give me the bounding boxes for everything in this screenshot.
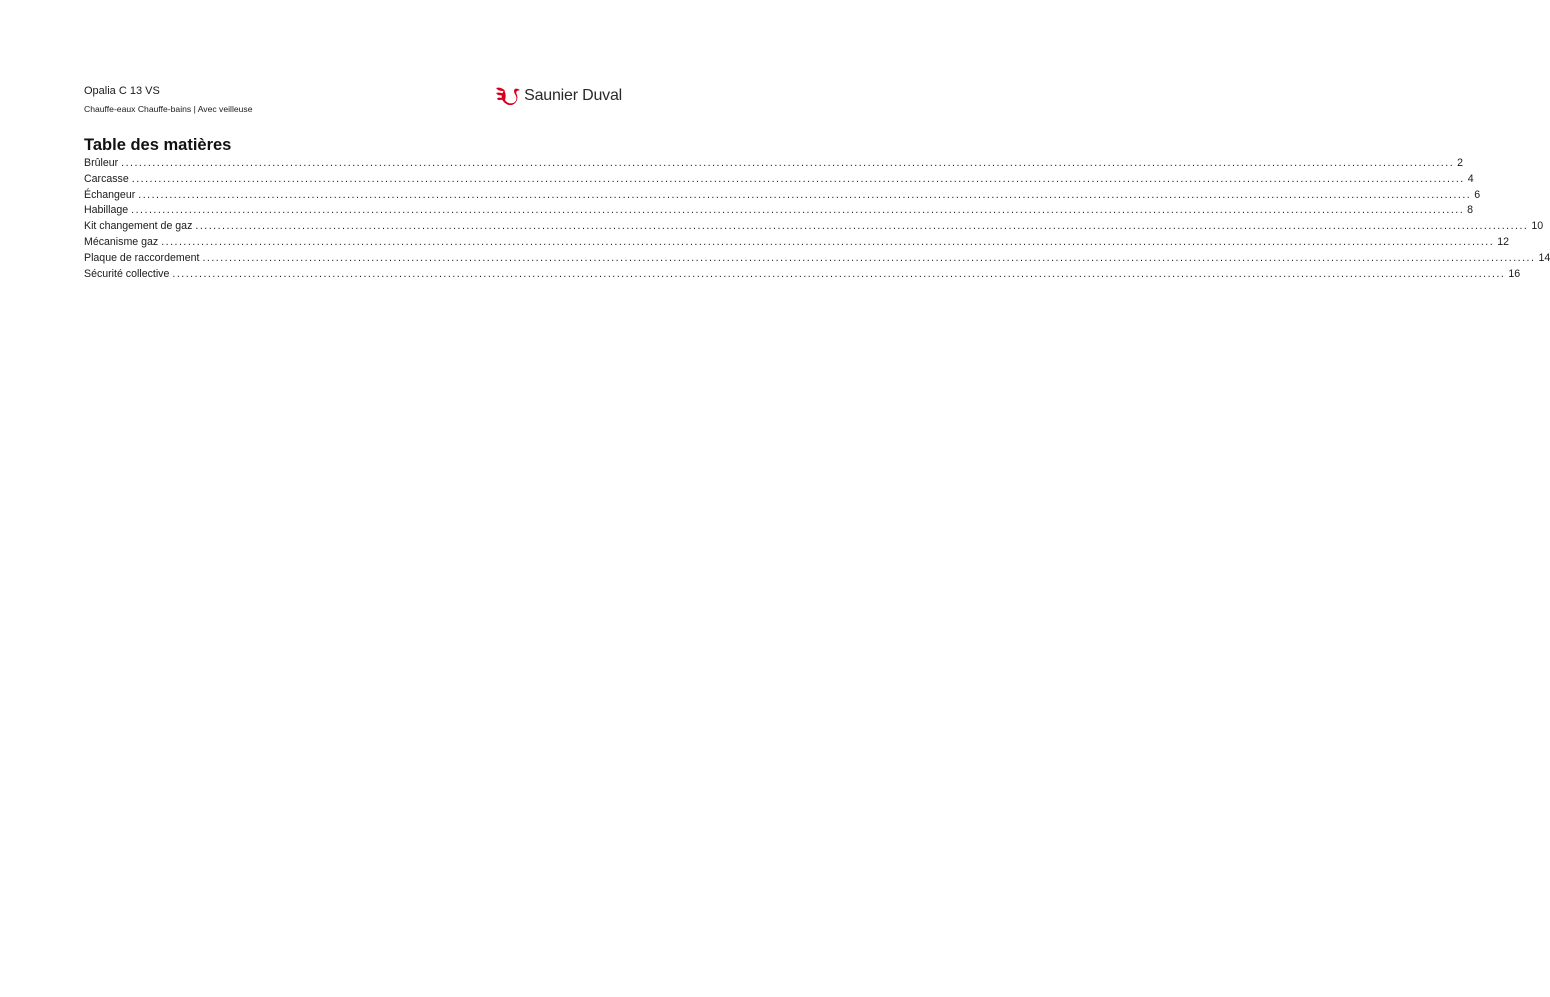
toc-entry-page-number[interactable]: 6 — [1474, 188, 1481, 201]
toc-dot-leader: ............................................................................................................................................................................................................................................................................................................ — [121, 157, 1455, 169]
product-subtitle: Chauffe-eaux Chauffe-bains | Avec veilleuse — [84, 104, 253, 114]
toc-entry[interactable] — [84, 188, 1481, 204]
toc-entry-page-number[interactable]: 12 — [1497, 235, 1509, 248]
toc-entry[interactable] — [84, 172, 1474, 188]
toc-dot-leader: ............................................................................................................................................................................................................................................................................................................ — [202, 251, 1536, 264]
bird-logo-icon — [495, 85, 521, 107]
toc-entry-page-number[interactable]: 16 — [1508, 267, 1521, 280]
toc-dot-leader: ............................................................................................................................................................................................................................................................................................................ — [138, 188, 1472, 201]
page-header — [84, 84, 622, 124]
toc-entry-label[interactable]: Brûleur — [84, 157, 119, 169]
toc-dot-leader: ............................................................................................................................................................................................................................................................................................................ — [131, 204, 1465, 217]
toc-title: Table des matières — [84, 136, 232, 154]
toc-entry-label[interactable]: Mécanisme gaz — [84, 235, 159, 248]
toc-entry-label[interactable]: Échangeur — [84, 188, 136, 201]
toc-entry-label[interactable]: Carcasse — [84, 172, 129, 185]
toc-entry-page-number[interactable]: 14 — [1538, 251, 1550, 264]
toc-list — [84, 156, 1550, 282]
toc-entry[interactable] — [84, 251, 1550, 267]
toc-entry[interactable] — [84, 267, 1521, 283]
toc-entry-page-number[interactable]: 10 — [1531, 220, 1544, 233]
toc-entry-page-number[interactable]: 2 — [1457, 157, 1464, 169]
toc-entry-label[interactable]: Kit changement de gaz — [84, 220, 193, 233]
toc-entry-label[interactable]: Plaque de raccordement — [84, 251, 200, 264]
toc-dot-leader: ............................................................................................................................................................................................................................................................................................................ — [161, 235, 1495, 248]
product-name: Opalia C 13 VS — [84, 85, 160, 97]
toc-dot-leader: ............................................................................................................................................................................................................................................................................................................ — [131, 172, 1465, 185]
toc-entry-page-number[interactable]: 4 — [1467, 172, 1474, 185]
toc-entry-label[interactable]: Sécurité collective — [84, 267, 170, 280]
toc-dot-leader: ............................................................................................................................................................................................................................................................................................................ — [195, 220, 1529, 233]
toc-entry-page-number[interactable]: 8 — [1467, 204, 1474, 217]
table-of-contents — [84, 135, 1550, 282]
toc-dot-leader: ............................................................................................................................................................................................................................................................................................................ — [172, 267, 1506, 280]
toc-entry-label[interactable]: Habillage — [84, 204, 129, 217]
toc-entry[interactable] — [84, 203, 1474, 219]
toc-entry[interactable] — [84, 235, 1509, 251]
toc-entry[interactable] — [84, 219, 1544, 235]
brand-logo — [495, 84, 622, 108]
toc-entry[interactable] — [84, 156, 1464, 172]
brand-name: Saunier Duval — [524, 87, 622, 104]
